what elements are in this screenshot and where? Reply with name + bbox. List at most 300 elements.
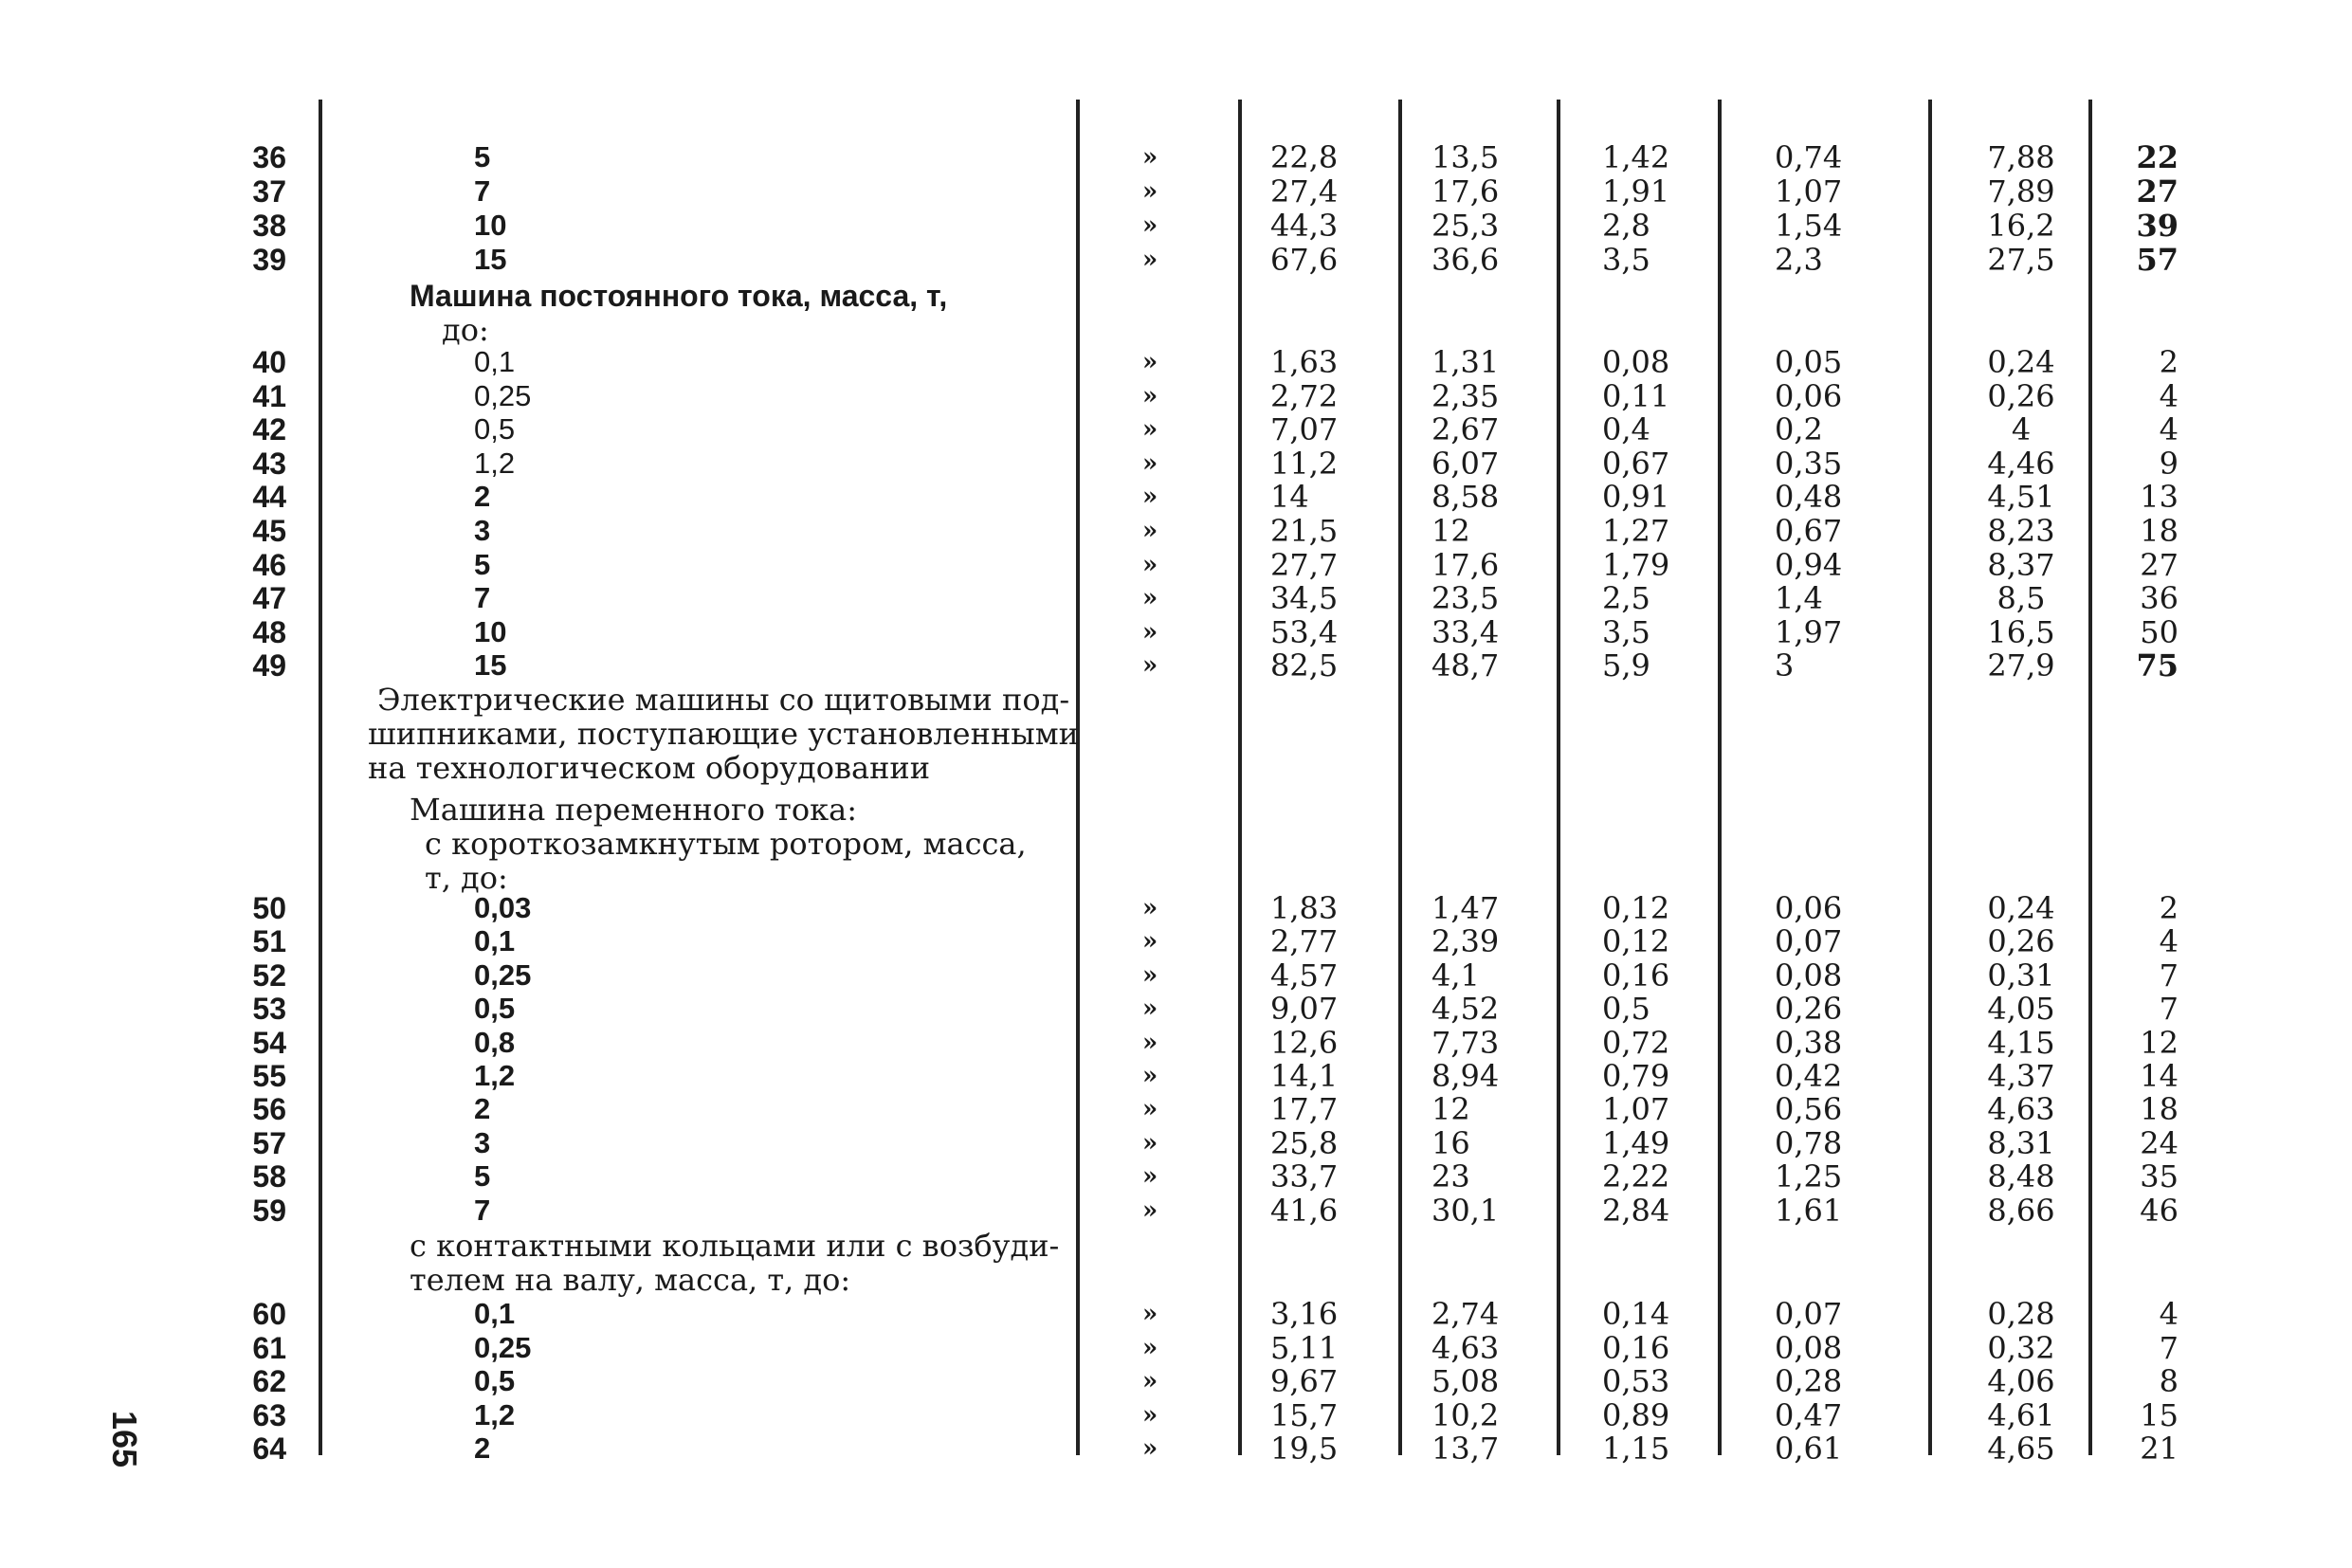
cell-col2: 4,63 bbox=[1431, 1329, 1500, 1366]
row-unit: » bbox=[1142, 1333, 1158, 1362]
cell-col1: 44,3 bbox=[1270, 208, 1339, 244]
cell-col3: 0,11 bbox=[1602, 377, 1670, 414]
table-row bbox=[0, 1431, 2352, 1466]
cell-col4: 0,35 bbox=[1775, 445, 1843, 482]
row-unit: » bbox=[1142, 1062, 1158, 1090]
column-rule bbox=[1076, 100, 1080, 1455]
row-size: 15 bbox=[474, 648, 507, 683]
cell-col3: 1,42 bbox=[1602, 139, 1670, 175]
row-size: 7 bbox=[474, 581, 491, 615]
table-row bbox=[0, 1026, 2352, 1060]
cell-col1: 27,7 bbox=[1270, 546, 1339, 583]
section-heading-slip-rings: с контактными кольцами или с возбуди- bbox=[410, 1228, 1060, 1264]
cell-col4: 0,61 bbox=[1775, 1431, 1843, 1468]
cell-col1: 3,16 bbox=[1270, 1296, 1339, 1332]
cell-col5: 4,15 bbox=[1987, 1024, 2055, 1061]
row-number: 37 bbox=[252, 174, 286, 209]
cell-col3: 5,9 bbox=[1602, 647, 1650, 684]
cell-col4: 0,06 bbox=[1775, 377, 1843, 414]
row-size: 0,03 bbox=[474, 891, 532, 924]
cell-col1: 4,57 bbox=[1270, 957, 1339, 994]
row-size: 0,8 bbox=[474, 1025, 516, 1059]
cell-col3: 0,72 bbox=[1602, 1024, 1670, 1061]
cell-col4: 1,4 bbox=[1775, 580, 1823, 617]
cell-col3: 1,27 bbox=[1602, 513, 1670, 549]
cell-col3: 1,91 bbox=[1602, 173, 1670, 210]
cell-col1: 1,63 bbox=[1270, 344, 1339, 380]
cell-col5: 0,24 bbox=[1987, 890, 2055, 926]
row-number: 52 bbox=[252, 957, 286, 993]
cell-col2: 8,94 bbox=[1431, 1058, 1500, 1094]
row-unit: » bbox=[1142, 651, 1158, 681]
cell-col1: 2,77 bbox=[1270, 923, 1339, 960]
cell-col4: 0,05 bbox=[1775, 344, 1843, 380]
row-unit: » bbox=[1142, 1095, 1158, 1124]
row-size: 1,2 bbox=[474, 1059, 516, 1092]
cell-col5: 16,5 bbox=[1987, 613, 2055, 650]
cell-col3: 1,07 bbox=[1602, 1091, 1670, 1128]
row-size: 0,1 bbox=[474, 924, 516, 958]
row-unit: » bbox=[1142, 448, 1158, 478]
section-heading-electric-machines-cont: шипниками, поступающие установленными bbox=[368, 716, 1079, 752]
cell-col3: 0,12 bbox=[1602, 923, 1670, 960]
row-number: 50 bbox=[252, 891, 286, 925]
table-row bbox=[0, 548, 2352, 582]
section-heading-squirrel-cage-cont: т, до: bbox=[425, 860, 508, 896]
cell-col6: 2 bbox=[2159, 344, 2179, 380]
row-size: 2 bbox=[474, 1092, 491, 1126]
row-size: 0,25 bbox=[474, 378, 532, 412]
cell-col6: 75 bbox=[2136, 647, 2179, 684]
column-rule bbox=[1928, 100, 1932, 1455]
row-number: 61 bbox=[252, 1330, 286, 1365]
cell-col6: 22 bbox=[2136, 139, 2179, 175]
cell-col2: 2,39 bbox=[1431, 923, 1500, 960]
column-rule bbox=[1238, 100, 1242, 1455]
cell-col6: 18 bbox=[2140, 1091, 2179, 1128]
table-row bbox=[0, 1092, 2352, 1126]
row-unit: » bbox=[1142, 415, 1158, 445]
row-size: 5 bbox=[474, 547, 491, 581]
cell-col2: 2,74 bbox=[1431, 1296, 1500, 1332]
table-row bbox=[0, 1126, 2352, 1160]
cell-col3: 2,8 bbox=[1602, 208, 1650, 244]
cell-col3: 2,84 bbox=[1602, 1192, 1670, 1229]
row-number: 53 bbox=[252, 992, 286, 1027]
table-row bbox=[0, 581, 2352, 615]
cell-col3: 0,53 bbox=[1602, 1363, 1670, 1400]
cell-col6: 7 bbox=[2159, 1329, 2179, 1366]
row-number: 63 bbox=[252, 1397, 286, 1432]
cell-col3: 0,16 bbox=[1602, 1329, 1670, 1366]
cell-col6: 21 bbox=[2140, 1431, 2179, 1468]
cell-col6: 7 bbox=[2159, 957, 2179, 994]
row-unit: » bbox=[1142, 960, 1158, 990]
row-unit: » bbox=[1142, 1162, 1158, 1192]
cell-col6: 27 bbox=[2140, 546, 2179, 583]
cell-col5: 4 bbox=[2011, 411, 2032, 448]
row-unit: » bbox=[1142, 1300, 1158, 1328]
cell-col4: 0,48 bbox=[1775, 479, 1843, 516]
cell-col4: 1,61 bbox=[1775, 1192, 1843, 1229]
cell-col6: 4 bbox=[2159, 923, 2179, 960]
row-number: 59 bbox=[252, 1193, 286, 1228]
cell-col4: 0,47 bbox=[1775, 1396, 1843, 1433]
cell-col3: 3,5 bbox=[1602, 613, 1650, 650]
cell-col1: 2,72 bbox=[1270, 377, 1339, 414]
cell-col1: 67,6 bbox=[1270, 242, 1339, 278]
cell-col2: 2,35 bbox=[1431, 377, 1500, 414]
cell-col2: 33,4 bbox=[1431, 613, 1500, 650]
row-number: 60 bbox=[252, 1297, 286, 1331]
section-heading-squirrel-cage: с короткозамкнутым ротором, масса, bbox=[425, 826, 1027, 862]
row-number: 38 bbox=[252, 209, 286, 243]
row-number: 49 bbox=[252, 648, 286, 684]
row-unit: » bbox=[1142, 1195, 1158, 1225]
cell-col5: 4,65 bbox=[1987, 1431, 2055, 1468]
row-size: 1,2 bbox=[474, 446, 516, 480]
cell-col6: 46 bbox=[2140, 1192, 2179, 1229]
cell-col2: 1,31 bbox=[1431, 344, 1500, 380]
cell-col4: 1,54 bbox=[1775, 208, 1843, 244]
cell-col3: 2,22 bbox=[1602, 1158, 1670, 1195]
cell-col2: 4,1 bbox=[1431, 957, 1480, 994]
cell-col1: 12,6 bbox=[1270, 1024, 1339, 1061]
cell-col2: 12 bbox=[1431, 513, 1470, 549]
row-unit: » bbox=[1142, 617, 1158, 647]
cell-col5: 8,31 bbox=[1987, 1124, 2055, 1161]
cell-col5: 8,37 bbox=[1987, 546, 2055, 583]
cell-col4: 0,38 bbox=[1775, 1024, 1843, 1061]
cell-col5: 16,2 bbox=[1987, 208, 2055, 244]
table-row bbox=[0, 1364, 2352, 1398]
cell-col5: 0,24 bbox=[1987, 344, 2055, 380]
cell-col3: 3,5 bbox=[1602, 242, 1650, 278]
row-number: 48 bbox=[252, 614, 286, 649]
cell-col6: 8 bbox=[2159, 1363, 2179, 1400]
cell-col3: 1,49 bbox=[1602, 1124, 1670, 1161]
cell-col1: 17,7 bbox=[1270, 1091, 1339, 1128]
cell-col5: 8,48 bbox=[1987, 1158, 2055, 1195]
table-row bbox=[0, 924, 2352, 958]
row-number: 41 bbox=[252, 378, 286, 413]
cell-col2: 30,1 bbox=[1431, 1192, 1500, 1229]
column-rule bbox=[319, 100, 322, 1455]
cell-col6: 57 bbox=[2136, 242, 2179, 278]
row-unit: » bbox=[1142, 894, 1158, 922]
cell-col3: 0,4 bbox=[1602, 411, 1650, 448]
cell-col1: 41,6 bbox=[1270, 1192, 1339, 1229]
cell-col6: 2 bbox=[2159, 890, 2179, 926]
section-heading-electric-machines: Электрические машины со щитовыми под- bbox=[377, 682, 1070, 718]
row-size: 0,5 bbox=[474, 412, 516, 447]
table-row bbox=[0, 992, 2352, 1026]
cell-col6: 50 bbox=[2140, 613, 2179, 650]
cell-col1: 15,7 bbox=[1270, 1396, 1339, 1433]
cell-col5: 4,51 bbox=[1987, 479, 2055, 516]
cell-col2: 12 bbox=[1431, 1091, 1470, 1128]
row-size: 5 bbox=[474, 140, 491, 173]
cell-col4: 0,42 bbox=[1775, 1058, 1843, 1094]
cell-col5: 8,23 bbox=[1987, 513, 2055, 549]
cell-col2: 17,6 bbox=[1431, 546, 1500, 583]
cell-col4: 0,08 bbox=[1775, 1329, 1843, 1366]
table-row bbox=[0, 243, 2352, 277]
table-row bbox=[0, 379, 2352, 413]
cell-col4: 0,26 bbox=[1775, 991, 1843, 1028]
table-row bbox=[0, 891, 2352, 925]
section-heading-slip-rings-cont: телем на валу, масса, т, до: bbox=[410, 1262, 851, 1298]
row-unit: » bbox=[1142, 211, 1158, 240]
row-number: 40 bbox=[252, 345, 286, 379]
cell-col1: 14,1 bbox=[1270, 1058, 1339, 1094]
table-row bbox=[0, 345, 2352, 379]
cell-col3: 0,16 bbox=[1602, 957, 1670, 994]
row-size: 10 bbox=[474, 614, 507, 648]
cell-col5: 0,32 bbox=[1987, 1329, 2055, 1366]
row-unit: » bbox=[1142, 1434, 1158, 1464]
row-unit: » bbox=[1142, 1128, 1158, 1158]
cell-col1: 21,5 bbox=[1270, 513, 1339, 549]
cell-col6: 13 bbox=[2140, 479, 2179, 516]
cell-col6: 4 bbox=[2159, 377, 2179, 414]
row-unit: » bbox=[1142, 550, 1158, 579]
cell-col3: 0,89 bbox=[1602, 1396, 1670, 1433]
cell-col6: 9 bbox=[2159, 445, 2179, 482]
row-number: 42 bbox=[252, 412, 286, 447]
cell-col2: 5,08 bbox=[1431, 1363, 1500, 1400]
cell-col2: 17,6 bbox=[1431, 173, 1500, 210]
cell-col4: 0,78 bbox=[1775, 1124, 1843, 1161]
table-row bbox=[0, 209, 2352, 243]
cell-col1: 82,5 bbox=[1270, 647, 1339, 684]
cell-col2: 23 bbox=[1431, 1158, 1470, 1195]
cell-col6: 14 bbox=[2140, 1058, 2179, 1094]
row-size: 15 bbox=[474, 243, 507, 276]
cell-col2: 13,7 bbox=[1431, 1431, 1500, 1468]
cell-col1: 1,83 bbox=[1270, 890, 1339, 926]
cell-col1: 33,7 bbox=[1270, 1158, 1339, 1195]
cell-col5: 7,89 bbox=[1987, 173, 2055, 210]
cell-col6: 39 bbox=[2136, 208, 2179, 244]
row-number: 47 bbox=[252, 581, 286, 616]
row-unit: » bbox=[1142, 584, 1158, 613]
row-size: 0,1 bbox=[474, 1297, 516, 1330]
cell-col1: 9,67 bbox=[1270, 1363, 1339, 1400]
cell-col2: 7,73 bbox=[1431, 1024, 1500, 1061]
row-size: 0,1 bbox=[474, 345, 516, 378]
row-size: 1,2 bbox=[474, 1397, 516, 1431]
table-row bbox=[0, 514, 2352, 548]
row-size: 7 bbox=[474, 174, 491, 208]
cell-col5: 0,31 bbox=[1987, 957, 2055, 994]
row-size: 10 bbox=[474, 209, 507, 242]
cell-col2: 8,58 bbox=[1431, 479, 1500, 516]
row-size: 3 bbox=[474, 1125, 491, 1159]
cell-col2: 23,5 bbox=[1431, 580, 1500, 617]
cell-col1: 22,8 bbox=[1270, 139, 1339, 175]
table-row bbox=[0, 1331, 2352, 1365]
cell-col1: 27,4 bbox=[1270, 173, 1339, 210]
table-row bbox=[0, 1297, 2352, 1331]
cell-col6: 36 bbox=[2140, 580, 2179, 617]
table-row bbox=[0, 140, 2352, 174]
row-number: 57 bbox=[252, 1125, 286, 1160]
row-unit: » bbox=[1142, 143, 1158, 172]
cell-col4: 0,28 bbox=[1775, 1363, 1843, 1400]
cell-col6: 27 bbox=[2136, 173, 2179, 210]
cell-col4: 1,97 bbox=[1775, 613, 1843, 650]
table-row bbox=[0, 615, 2352, 649]
cell-col2: 10,2 bbox=[1431, 1396, 1500, 1433]
table-row bbox=[0, 174, 2352, 209]
row-size: 0,5 bbox=[474, 992, 516, 1026]
row-size: 0,5 bbox=[474, 1364, 516, 1398]
row-number: 64 bbox=[252, 1431, 286, 1467]
column-rule bbox=[2088, 100, 2092, 1455]
cell-col2: 6,07 bbox=[1431, 445, 1500, 482]
row-unit: » bbox=[1142, 348, 1158, 376]
cell-col6: 24 bbox=[2140, 1124, 2179, 1161]
cell-col6: 18 bbox=[2140, 513, 2179, 549]
cell-col5: 7,88 bbox=[1987, 139, 2055, 175]
table-row bbox=[0, 1059, 2352, 1093]
cell-col4: 0,56 bbox=[1775, 1091, 1843, 1128]
cell-col2: 16 bbox=[1431, 1124, 1470, 1161]
cell-col4: 0,08 bbox=[1775, 957, 1843, 994]
section-heading-ac-machine: Машина переменного тока: bbox=[410, 792, 857, 828]
cell-col3: 0,14 bbox=[1602, 1296, 1670, 1332]
cell-col2: 1,47 bbox=[1431, 890, 1500, 926]
row-unit: » bbox=[1142, 994, 1158, 1024]
cell-col4: 1,07 bbox=[1775, 173, 1843, 210]
cell-col2: 13,5 bbox=[1431, 139, 1500, 175]
cell-col5: 4,61 bbox=[1987, 1396, 2055, 1433]
row-unit: » bbox=[1142, 517, 1158, 545]
cell-col5: 8,66 bbox=[1987, 1192, 2055, 1229]
cell-col5: 0,28 bbox=[1987, 1296, 2055, 1332]
cell-col1: 9,07 bbox=[1270, 991, 1339, 1028]
page-number: 165 bbox=[105, 1411, 144, 1468]
cell-col3: 0,91 bbox=[1602, 479, 1670, 516]
cell-col6: 4 bbox=[2159, 1296, 2179, 1332]
cell-col3: 1,79 bbox=[1602, 546, 1670, 583]
row-number: 54 bbox=[252, 1025, 286, 1060]
cell-col1: 5,11 bbox=[1270, 1329, 1339, 1366]
cell-col5: 0,26 bbox=[1987, 377, 2055, 414]
table-row bbox=[0, 1194, 2352, 1228]
cell-col5: 27,9 bbox=[1987, 647, 2055, 684]
cell-col2: 2,67 bbox=[1431, 411, 1500, 448]
row-number: 46 bbox=[252, 547, 286, 582]
cell-col4: 2,3 bbox=[1775, 242, 1823, 278]
cell-col3: 1,15 bbox=[1602, 1431, 1670, 1468]
cell-col5: 4,63 bbox=[1987, 1091, 2055, 1128]
row-size: 5 bbox=[474, 1159, 491, 1194]
row-number: 62 bbox=[252, 1364, 286, 1399]
row-number: 55 bbox=[252, 1059, 286, 1093]
column-rule bbox=[1557, 100, 1560, 1455]
cell-col6: 4 bbox=[2159, 411, 2179, 448]
row-number: 36 bbox=[252, 140, 286, 174]
row-unit: » bbox=[1142, 177, 1158, 206]
row-size: 7 bbox=[474, 1193, 491, 1227]
cell-col3: 2,5 bbox=[1602, 580, 1650, 617]
row-unit: » bbox=[1142, 246, 1158, 274]
cell-col2: 48,7 bbox=[1431, 647, 1500, 684]
cell-col1: 7,07 bbox=[1270, 411, 1339, 448]
section-heading-electric-machines-cont2: на технологическом оборудовании bbox=[368, 750, 931, 786]
column-rule bbox=[1718, 100, 1722, 1455]
cell-col4: 0,67 bbox=[1775, 513, 1843, 549]
table-row bbox=[0, 958, 2352, 993]
cell-col3: 0,67 bbox=[1602, 445, 1670, 482]
cell-col3: 0,08 bbox=[1602, 344, 1670, 380]
row-number: 43 bbox=[252, 446, 286, 481]
cell-col6: 35 bbox=[2140, 1158, 2179, 1195]
section-heading-dc-machine: Машина постоянного тока, масса, т, bbox=[410, 279, 948, 313]
cell-col1: 34,5 bbox=[1270, 580, 1339, 617]
row-unit: » bbox=[1142, 1367, 1158, 1396]
cell-col2: 25,3 bbox=[1431, 208, 1500, 244]
cell-col4: 0,2 bbox=[1775, 411, 1823, 448]
column-rule bbox=[1398, 100, 1402, 1455]
row-size: 2 bbox=[474, 1431, 491, 1466]
table-row bbox=[0, 1398, 2352, 1432]
row-number: 58 bbox=[252, 1159, 286, 1194]
table-row bbox=[0, 447, 2352, 481]
cell-col1: 11,2 bbox=[1270, 445, 1339, 482]
cell-col5: 4,05 bbox=[1987, 991, 2055, 1028]
cell-col3: 0,12 bbox=[1602, 890, 1670, 926]
cell-col1: 14 bbox=[1270, 479, 1309, 516]
cell-col6: 15 bbox=[2140, 1396, 2179, 1433]
row-unit: » bbox=[1142, 1400, 1158, 1430]
cell-col1: 53,4 bbox=[1270, 613, 1339, 650]
row-unit: » bbox=[1142, 381, 1158, 410]
cell-col4: 0,07 bbox=[1775, 1296, 1843, 1332]
cell-col4: 0,94 bbox=[1775, 546, 1843, 583]
cell-col4: 0,06 bbox=[1775, 890, 1843, 926]
cell-col5: 4,06 bbox=[1987, 1363, 2055, 1400]
cell-col6: 12 bbox=[2140, 1024, 2179, 1061]
row-number: 51 bbox=[252, 924, 286, 959]
cell-col3: 0,79 bbox=[1602, 1058, 1670, 1094]
cell-col2: 4,52 bbox=[1431, 991, 1500, 1028]
cell-col2: 36,6 bbox=[1431, 242, 1500, 278]
cell-col4: 0,07 bbox=[1775, 923, 1843, 960]
row-size: 0,25 bbox=[474, 957, 532, 992]
cell-col5: 4,37 bbox=[1987, 1058, 2055, 1094]
row-size: 0,25 bbox=[474, 1330, 532, 1364]
cell-col5: 8,5 bbox=[1996, 580, 2046, 617]
cell-col1: 19,5 bbox=[1270, 1431, 1339, 1468]
row-size: 3 bbox=[474, 514, 491, 547]
table-row bbox=[0, 1159, 2352, 1194]
table-row bbox=[0, 412, 2352, 447]
table-row bbox=[0, 648, 2352, 683]
cell-col4: 3 bbox=[1775, 647, 1795, 684]
cell-col4: 0,74 bbox=[1775, 139, 1843, 175]
cell-col1: 25,8 bbox=[1270, 1124, 1339, 1161]
cell-col5: 27,5 bbox=[1987, 242, 2055, 278]
row-number: 39 bbox=[252, 243, 286, 277]
cell-col5: 0,26 bbox=[1987, 923, 2055, 960]
cell-col5: 4,46 bbox=[1987, 445, 2055, 482]
table-row bbox=[0, 480, 2352, 514]
cell-col6: 7 bbox=[2159, 991, 2179, 1028]
row-size: 2 bbox=[474, 480, 491, 514]
